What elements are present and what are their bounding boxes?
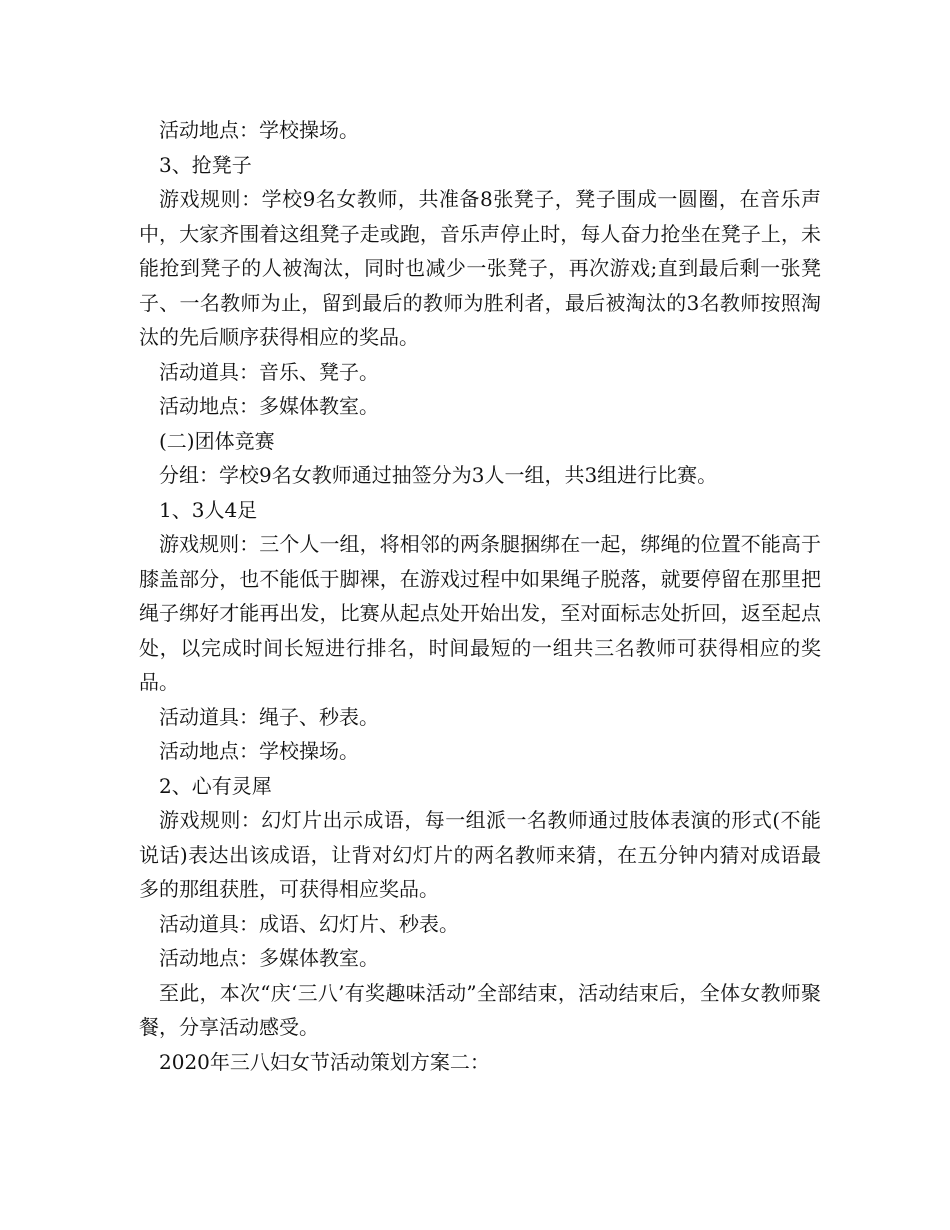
paragraph-grouping: 分组：学校9名女教师通过抽签分为3人一组，共3组进行比赛。 — [159, 463, 718, 487]
paragraph-charades-props: 活动道具：成语、幻灯片、秒表。 — [159, 911, 459, 936]
paragraph-three-legged-rules: 游戏规则：三个人一组，将相邻的两条腿捆绑在一起，绑绳的位置不能高于膝盖部分，也不能低于脚裸，在游戏过程中如果绳子脱落，就要停留在那里把绳子绑好才能再出发，比赛从起点处开始出发，至对面标志处折回，返至起点处，以完成时间长短进行排名，时间最短的一组共三名教师可获得相应的奖品。 — [139, 532, 821, 694]
paragraph-charades-rules: 游戏规则：幻灯片出示成语，每一组派一名教师通过肢体表演的形式(不能说话)表达出该成语，让背对幻灯片的两名教师来猜，在五分钟内猜对成语最多的那组获胜，可获得相应奖品。 — [139, 808, 821, 901]
heading-plan-two: 2020年三八妇女节活动策划方案二： — [159, 1049, 490, 1074]
paragraph-venue-playground: 活动地点：学校操场。 — [159, 118, 359, 142]
heading-three-legged-race: 1、3人4足 — [159, 497, 258, 522]
heading-charades: 2、心有灵犀 — [159, 773, 272, 798]
paragraph-conclusion: 至此，本次“庆‘三八’有奖趣味活动”全部结束，活动结束后，全体女教师聚餐，分享活动感受。 — [139, 980, 821, 1039]
paragraph-three-legged-venue: 活动地点：学校操场。 — [159, 739, 359, 763]
document-body — [139, 113, 821, 1079]
heading-team-competition: (二)团体竞赛 — [159, 428, 275, 453]
paragraph-charades-venue: 活动地点：多媒体教室。 — [159, 946, 379, 970]
heading-musical-chairs: 3、抢凳子 — [159, 152, 252, 177]
paragraph-musical-chairs-venue: 活动地点：多媒体教室。 — [159, 394, 379, 418]
paragraph-musical-chairs-props: 活动道具：音乐、凳子。 — [159, 359, 379, 384]
paragraph-musical-chairs-rules: 游戏规则：学校9名女教师，共准备8张凳子，凳子围成一圆圈，在音乐声中，大家齐围着这组凳子走或跑，音乐声停止时，每人奋力抢坐在凳子上，未能抢到凳子的人被淘汰，同时也减少一张凳子，再次游戏;直到最后剩一张凳子、一名教师为止，留到最后的教师为胜利者，最后被淘汰的3名教师按照淘汰的先后顺序获得相应的奖品。 — [139, 187, 821, 349]
paragraph-three-legged-props: 活动道具：绳子、秒表。 — [159, 704, 379, 729]
